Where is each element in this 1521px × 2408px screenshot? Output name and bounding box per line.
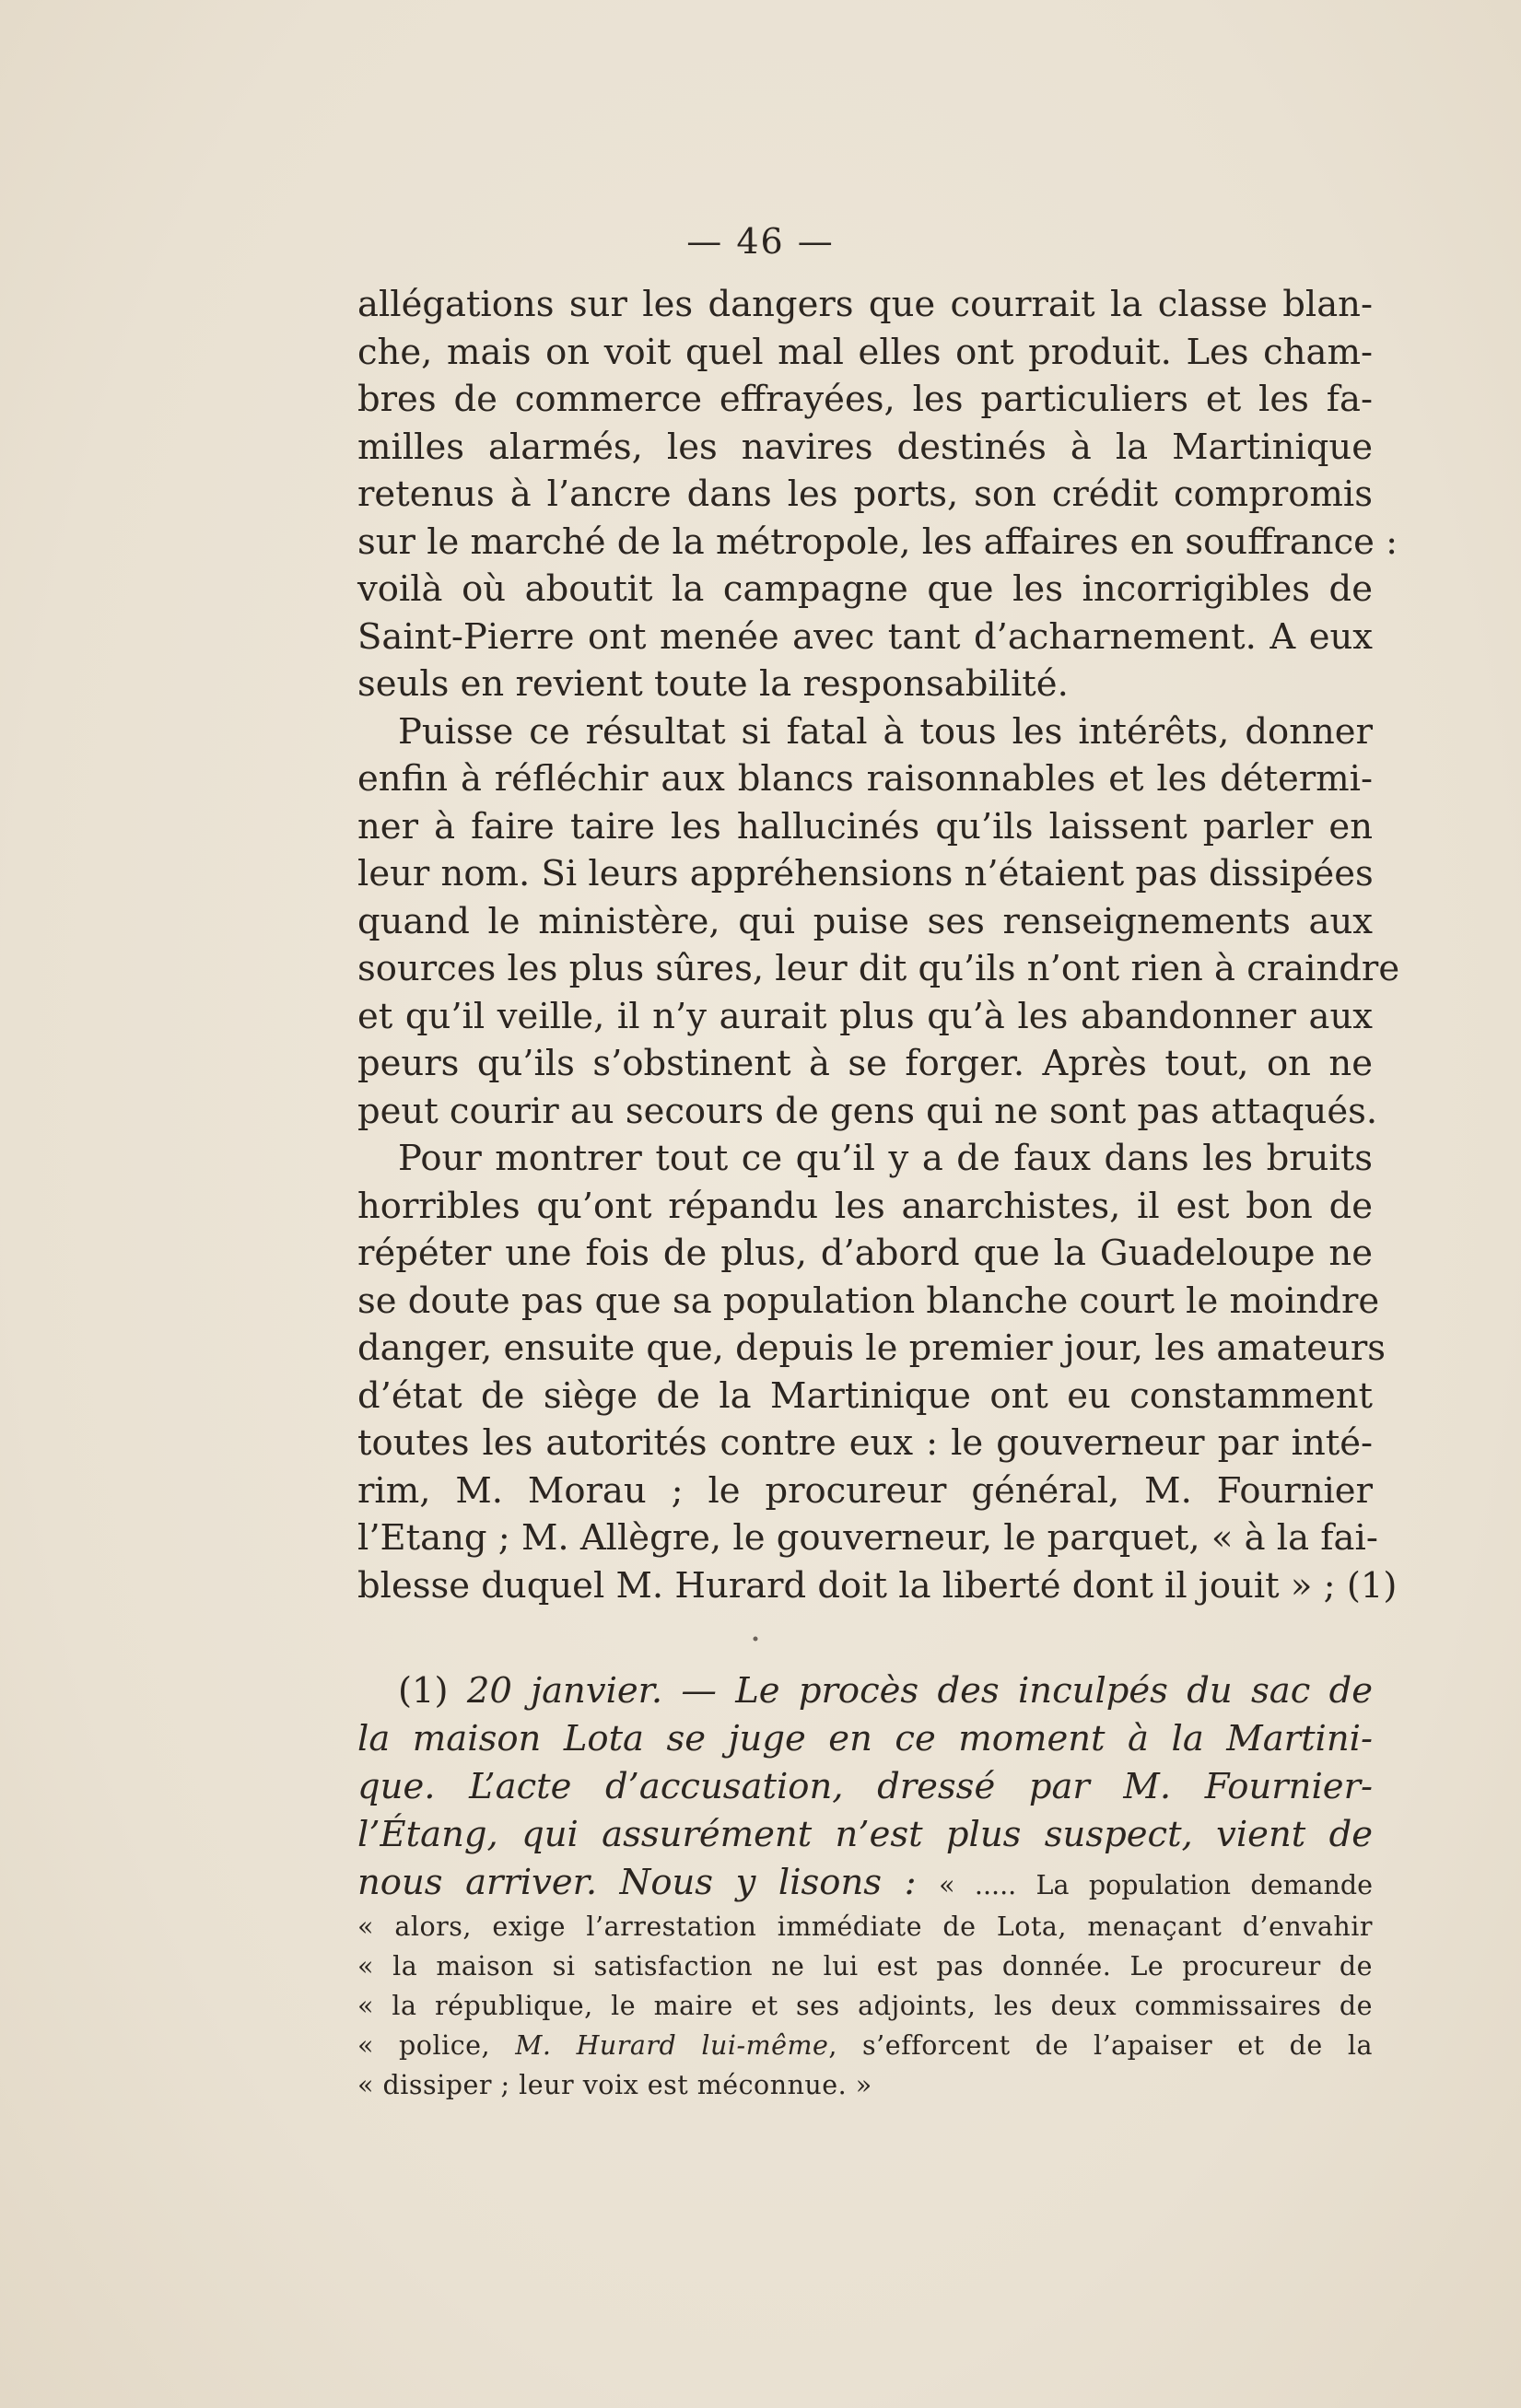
text-line: Puisse ce résultat si fatal à tous les intérêts, donner: [398, 710, 1373, 753]
text-line: ner à faire taire les hallucinés qu’ils laissent parler en: [357, 805, 1373, 847]
footnote-line: l’Étang, qui assurément n’est plus suspect, vient de: [357, 1814, 1373, 1855]
footnote-quote-line: [357, 2026, 1373, 2065]
text-line: Pour montrer tout ce qu’il y a de faux dans les bruits: [398, 1138, 1373, 1179]
text-line: enfin à réfléchir aux blancs raisonnables et les détermi-: [357, 758, 1373, 800]
body-text: [357, 281, 1400, 1609]
text-line: horribles qu’ont répandu les anarchistes, il est bon de: [357, 1185, 1373, 1227]
footnote-quote-line: « alors, exige l’arrestation immédiate de Lota, menaçant d’envahir: [357, 1911, 1373, 1942]
page-number: — 46 —: [686, 221, 835, 262]
footnote-text: 20 janvier. — Le procès des inculpés du sac de: [466, 1670, 1373, 1712]
text-line: quand le ministère, qui puise ses renseignements aux: [357, 900, 1373, 942]
text-line: leur nom. Si leurs appréhensions n’étaient pas dissipées: [357, 853, 1374, 894]
text-line: rim, M. Morau ; le procureur général, M. Fournier: [357, 1469, 1373, 1512]
text-line: sources les plus sûres, leur dit qu’ils n’ont rien à craindre: [357, 948, 1400, 989]
footnote-quote-line: « la maison si satisfaction ne lui est pas donnée. Le procureur de: [357, 1951, 1373, 1981]
dot-separator: [752, 1635, 759, 1642]
footnote-line: [357, 1667, 1373, 1715]
footnote-text: nous arriver. Nous y lisons :: [357, 1862, 940, 1903]
text-line: se doute pas que sa population blanche court le moindre: [357, 1280, 1380, 1322]
footnote-line: la maison Lota se juge en ce moment à la Martini-: [357, 1718, 1373, 1759]
text-line: d’état de siège de la Martinique ont eu constamment: [357, 1374, 1373, 1417]
text-line: sur le marché de la métropole, les affaires en souffrance :: [357, 520, 1398, 563]
text-line: seuls en revient toute la responsabilité.: [357, 663, 1069, 705]
text-line: voilà où aboutit la campagne que les incorrigibles de: [357, 568, 1373, 610]
footnote-quote-start: « ..... La population demande: [939, 1870, 1373, 1900]
text-line: che, mais on voit quel mal elles ont produit. Les cham-: [357, 331, 1373, 373]
text-line: l’Etang ; M. Allègre, le gouverneur, le parquet, « à la fai-: [357, 1517, 1378, 1559]
text-line: peurs qu’ils s’obstinent à se forger. Après tout, on ne: [357, 1043, 1373, 1084]
text-line: bres de commerce effrayées, les particuliers et les fa-: [357, 379, 1373, 420]
footnote-quote-line: « dissiper ; leur voix est méconnue. »: [357, 2070, 872, 2100]
footnote-line: [357, 1859, 1373, 1907]
text-line: peut courir au secours de gens qui ne sont pas attaqués.: [357, 1090, 1378, 1132]
footnote-quote-italic: M. Hurard lui-même: [515, 2030, 829, 2061]
text-line: allégations sur les dangers que courrait la classe blan-: [357, 284, 1373, 325]
footnote: [357, 1667, 1373, 2105]
footnote-quote-text: « police,: [357, 2030, 516, 2061]
text-line: répéter une fois de plus, d’abord que la Guadeloupe ne: [357, 1233, 1373, 1274]
footnote-quote-line: « la république, le maire et ses adjoints, les deux commissaires de: [357, 1991, 1373, 2021]
footnote-line: que. L’acte d’accusation, dressé par M. Fournier-: [357, 1766, 1373, 1807]
text-line: retenus à l’ancre dans les ports, son crédit compromis: [357, 473, 1373, 515]
footnote-marker: (1): [398, 1670, 449, 1712]
text-line: blesse duquel M. Hurard doit la liberté dont il jouit » ; (1): [357, 1564, 1398, 1607]
footnote-quote-text: , s’efforcent de l’apaiser et de la: [828, 2030, 1373, 2061]
text-line: et qu’il veille, il n’y aurait plus qu’à les abandonner aux: [357, 995, 1373, 1037]
text-line: Saint-Pierre ont menée avec tant d’acharnement. A eux: [357, 615, 1373, 658]
text-line: toutes les autorités contre eux : le gouverneur par inté-: [357, 1422, 1373, 1464]
text-line: milles alarmés, les navires destinés à la Martinique: [357, 426, 1373, 468]
text-line: danger, ensuite que, depuis le premier jour, les amateurs: [357, 1327, 1386, 1369]
